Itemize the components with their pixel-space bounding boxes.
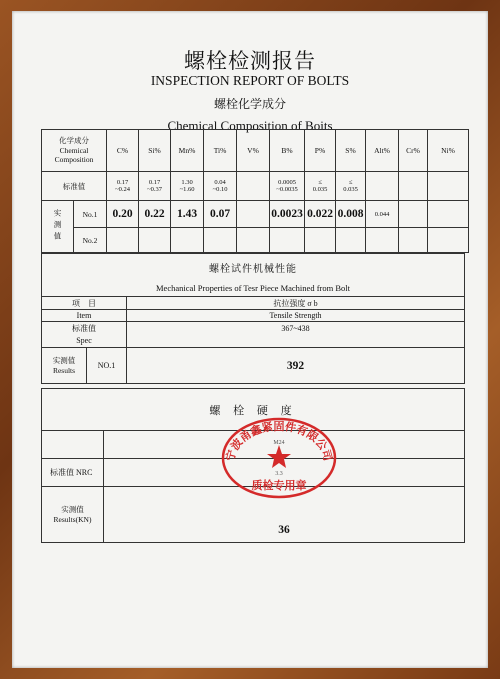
chem-subtitle-en: Chemical Composition of Boits <box>167 118 333 133</box>
std-cell <box>428 172 469 201</box>
seal-top-text: 宁波甬鑫紧固件有限公司 <box>223 420 335 463</box>
nrc-label: 标准值 NRC <box>42 459 104 487</box>
mechanical-table <box>41 253 465 384</box>
meas-cell: 1.43 <box>171 201 204 228</box>
chem-head-en1: Chemical <box>59 145 89 155</box>
chem-header-cell <box>42 130 107 172</box>
mech-title-cn: 螺栓试件机械性能 <box>42 254 465 281</box>
std-cell: 0.17 ~0.37 <box>139 172 171 201</box>
std-cell: ≤ 0.035 <box>336 172 366 201</box>
col-header: Si% <box>139 130 171 172</box>
col-header: Ni% <box>428 130 469 172</box>
std-cell <box>399 172 428 201</box>
chem-head-cn: 化学成分 <box>59 136 89 146</box>
hard-res-label: 实测值 Results(KN) <box>42 487 104 543</box>
std-cell <box>366 172 399 201</box>
spec-cn: 标准值 <box>42 322 127 335</box>
res-val: 392 <box>127 348 465 384</box>
meas-cell: 0.20 <box>107 201 139 228</box>
ts-en: Tensile Strength <box>127 310 465 322</box>
col-header: Cr% <box>399 130 428 172</box>
std-cell: ≤ 0.035 <box>305 172 336 201</box>
spec-en: Spec <box>42 335 127 348</box>
col-header: Mn% <box>171 130 204 172</box>
no2-label: No.2 <box>74 228 107 253</box>
std-cell: 1.30 ~1.60 <box>171 172 204 201</box>
col-header: Ti% <box>204 130 237 172</box>
report-title-en: INSPECTION REPORT OF BOLTS <box>150 73 350 88</box>
meas-cell <box>237 201 270 228</box>
ts-cn: 抗拉强度 σ b <box>127 297 465 310</box>
col-header: V% <box>237 130 270 172</box>
meas-cell: 0.022 <box>305 201 336 228</box>
hard-title: 螺 栓 硬 度 <box>42 389 465 431</box>
item-en: Item <box>42 310 127 322</box>
chemical-table <box>41 129 469 253</box>
meas-cell: 0.07 <box>204 201 237 228</box>
chem-head-en2: Composition <box>54 155 94 165</box>
std-cell: 0.17 ~0.24 <box>107 172 139 201</box>
res-no: NO.1 <box>87 348 127 384</box>
meas-cell: 0.044 <box>366 201 399 228</box>
item-cn: 项 目 <box>42 297 127 310</box>
spec-val: 367~438 <box>127 322 465 348</box>
seal-star-icon <box>267 445 291 468</box>
meas-cell: 0.22 <box>139 201 171 228</box>
meas-cell: 0.0023 <box>270 201 305 228</box>
std-label: 标准值 <box>42 172 107 201</box>
hard-res-val: 36 <box>104 487 465 543</box>
meas-label: 实测值 <box>42 201 74 253</box>
seal-code: 3.3 <box>275 471 283 477</box>
no1-label: No.1 <box>74 201 107 228</box>
chem-subtitle-cn: 螺栓化学成分 <box>213 97 286 111</box>
col-header: Alt% <box>366 130 399 172</box>
company-seal <box>220 417 338 499</box>
col-header: P% <box>305 130 336 172</box>
col-header: S% <box>336 130 366 172</box>
std-cell: 0.0005 ~0.0035 <box>270 172 305 201</box>
std-cell <box>237 172 270 201</box>
col-header: C% <box>107 130 139 172</box>
mech-title-en: Mechanical Properties of Tesr Piece Machined from Bolt <box>42 281 465 297</box>
seal-m: M24 <box>273 440 285 446</box>
meas-cell <box>428 201 469 228</box>
meas-cell <box>399 201 428 228</box>
std-cell: 0.04 ~0.10 <box>204 172 237 201</box>
meas-cell: 0.008 <box>336 201 366 228</box>
res-label: 实测值 Results <box>42 348 87 384</box>
col-header: B% <box>270 130 305 172</box>
seal-bottom-text: 质检专用章 <box>251 479 307 492</box>
report-title-cn: 螺栓检测报告 <box>184 49 316 73</box>
